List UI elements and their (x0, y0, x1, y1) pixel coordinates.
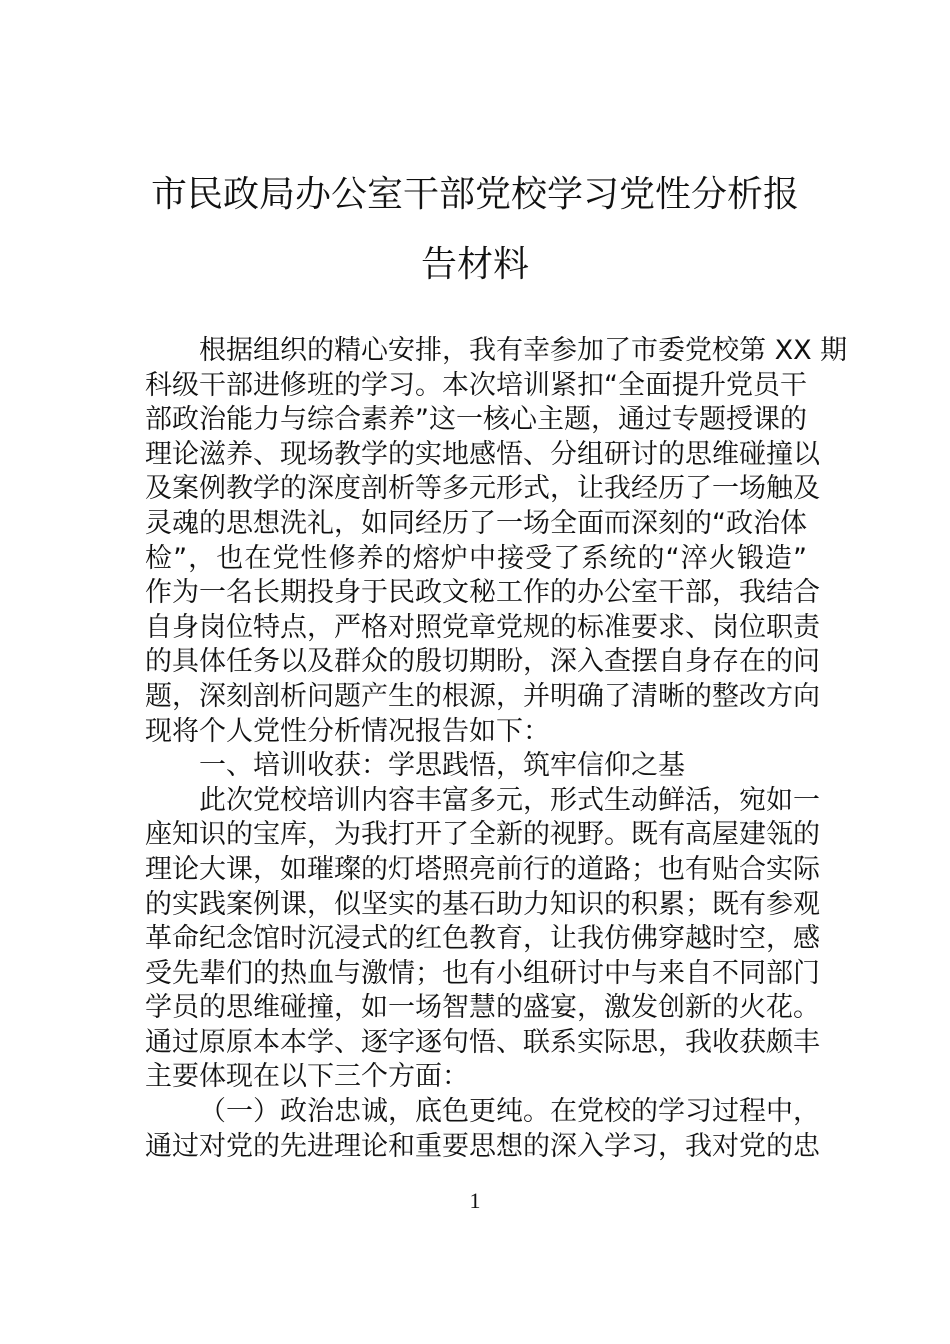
text-line: 革命纪念馆时沉浸式的红色教育，让我仿佛穿越时空，感 (145, 923, 820, 955)
text-line: 题，深刻剖析问题产生的根源，并明确了清晰的整改方向 (145, 680, 820, 712)
page-number: 1 (469, 1188, 481, 1213)
text-line: 灵魂的思想洗礼，如同经历了一场全面而深刻的“政治体 (145, 507, 807, 539)
text-line: （一）政治忠诚，底色更纯。在党校的学习过程中， (199, 1096, 820, 1128)
title-line: 告材料 (420, 244, 529, 285)
text-line: 学员的思维碰撞，如一场智慧的盛宴，激发创新的火花。 (145, 992, 820, 1024)
text-line: 自身岗位特点，严格对照党章党规的标准要求、岗位职责 (145, 611, 820, 643)
text-line: 理论大课，如璀璨的灯塔照亮前行的道路；也有贴合实际 (145, 853, 820, 885)
section-heading (145, 749, 807, 784)
document-title (0, 160, 950, 300)
text-line: 科级干部进修班的学习。本次培训紧扣“全面提升党员干 (145, 369, 807, 401)
title-line: 市民政局办公室干部党校学习党性分析报 (150, 174, 799, 215)
paragraph (145, 334, 848, 749)
text-line: 此次党校培训内容丰富多元，形式生动鲜活，宛如一 (199, 784, 820, 816)
text-line: 根据组织的精心安排，我有幸参加了市委党校第 XX 期 (199, 335, 848, 366)
text-line: 作为一名长期投身于民政文秘工作的办公室干部，我结合 (145, 577, 820, 609)
text-line: 及案例教学的深度剖析等多元形式，让我经历了一场触及 (145, 473, 820, 505)
text-line: 受先辈们的热血与激情；也有小组研讨中与来自不同部门 (145, 957, 820, 989)
text-line: 的具体任务以及群众的殷切期盼，深入查摆自身存在的问 (145, 646, 820, 678)
text-line: 一、培训收获：学思践悟，筑牢信仰之基 (199, 750, 685, 782)
text-line: 座知识的宝库，为我打开了全新的视野。既有高屋建瓴的 (145, 819, 820, 851)
paragraph (145, 1095, 820, 1164)
text-line: 通过对党的先进理论和重要思想的深入学习，我对党的忠 (145, 1130, 820, 1162)
text-line: 部政治能力与综合素养”这一核心主题，通过专题授课的 (145, 404, 807, 436)
text-line: 的实践案例课，似坚实的基石助力知识的积累；既有参观 (145, 888, 820, 920)
paragraph (145, 784, 820, 1095)
text-line: 通过原原本本学、逐字逐句悟、联系实际思，我收获颇丰 (145, 1026, 820, 1058)
document-body (145, 334, 848, 1164)
text-line: 现将个人党性分析情况报告如下： (145, 715, 550, 747)
text-line: 检”，也在党性修养的熔炉中接受了系统的“淬火锻造” (145, 542, 807, 574)
text-line: 理论滋养、现场教学的实地感悟、分组研讨的思维碰撞以 (145, 438, 820, 470)
text-line: 主要体现在以下三个方面： (145, 1061, 469, 1093)
